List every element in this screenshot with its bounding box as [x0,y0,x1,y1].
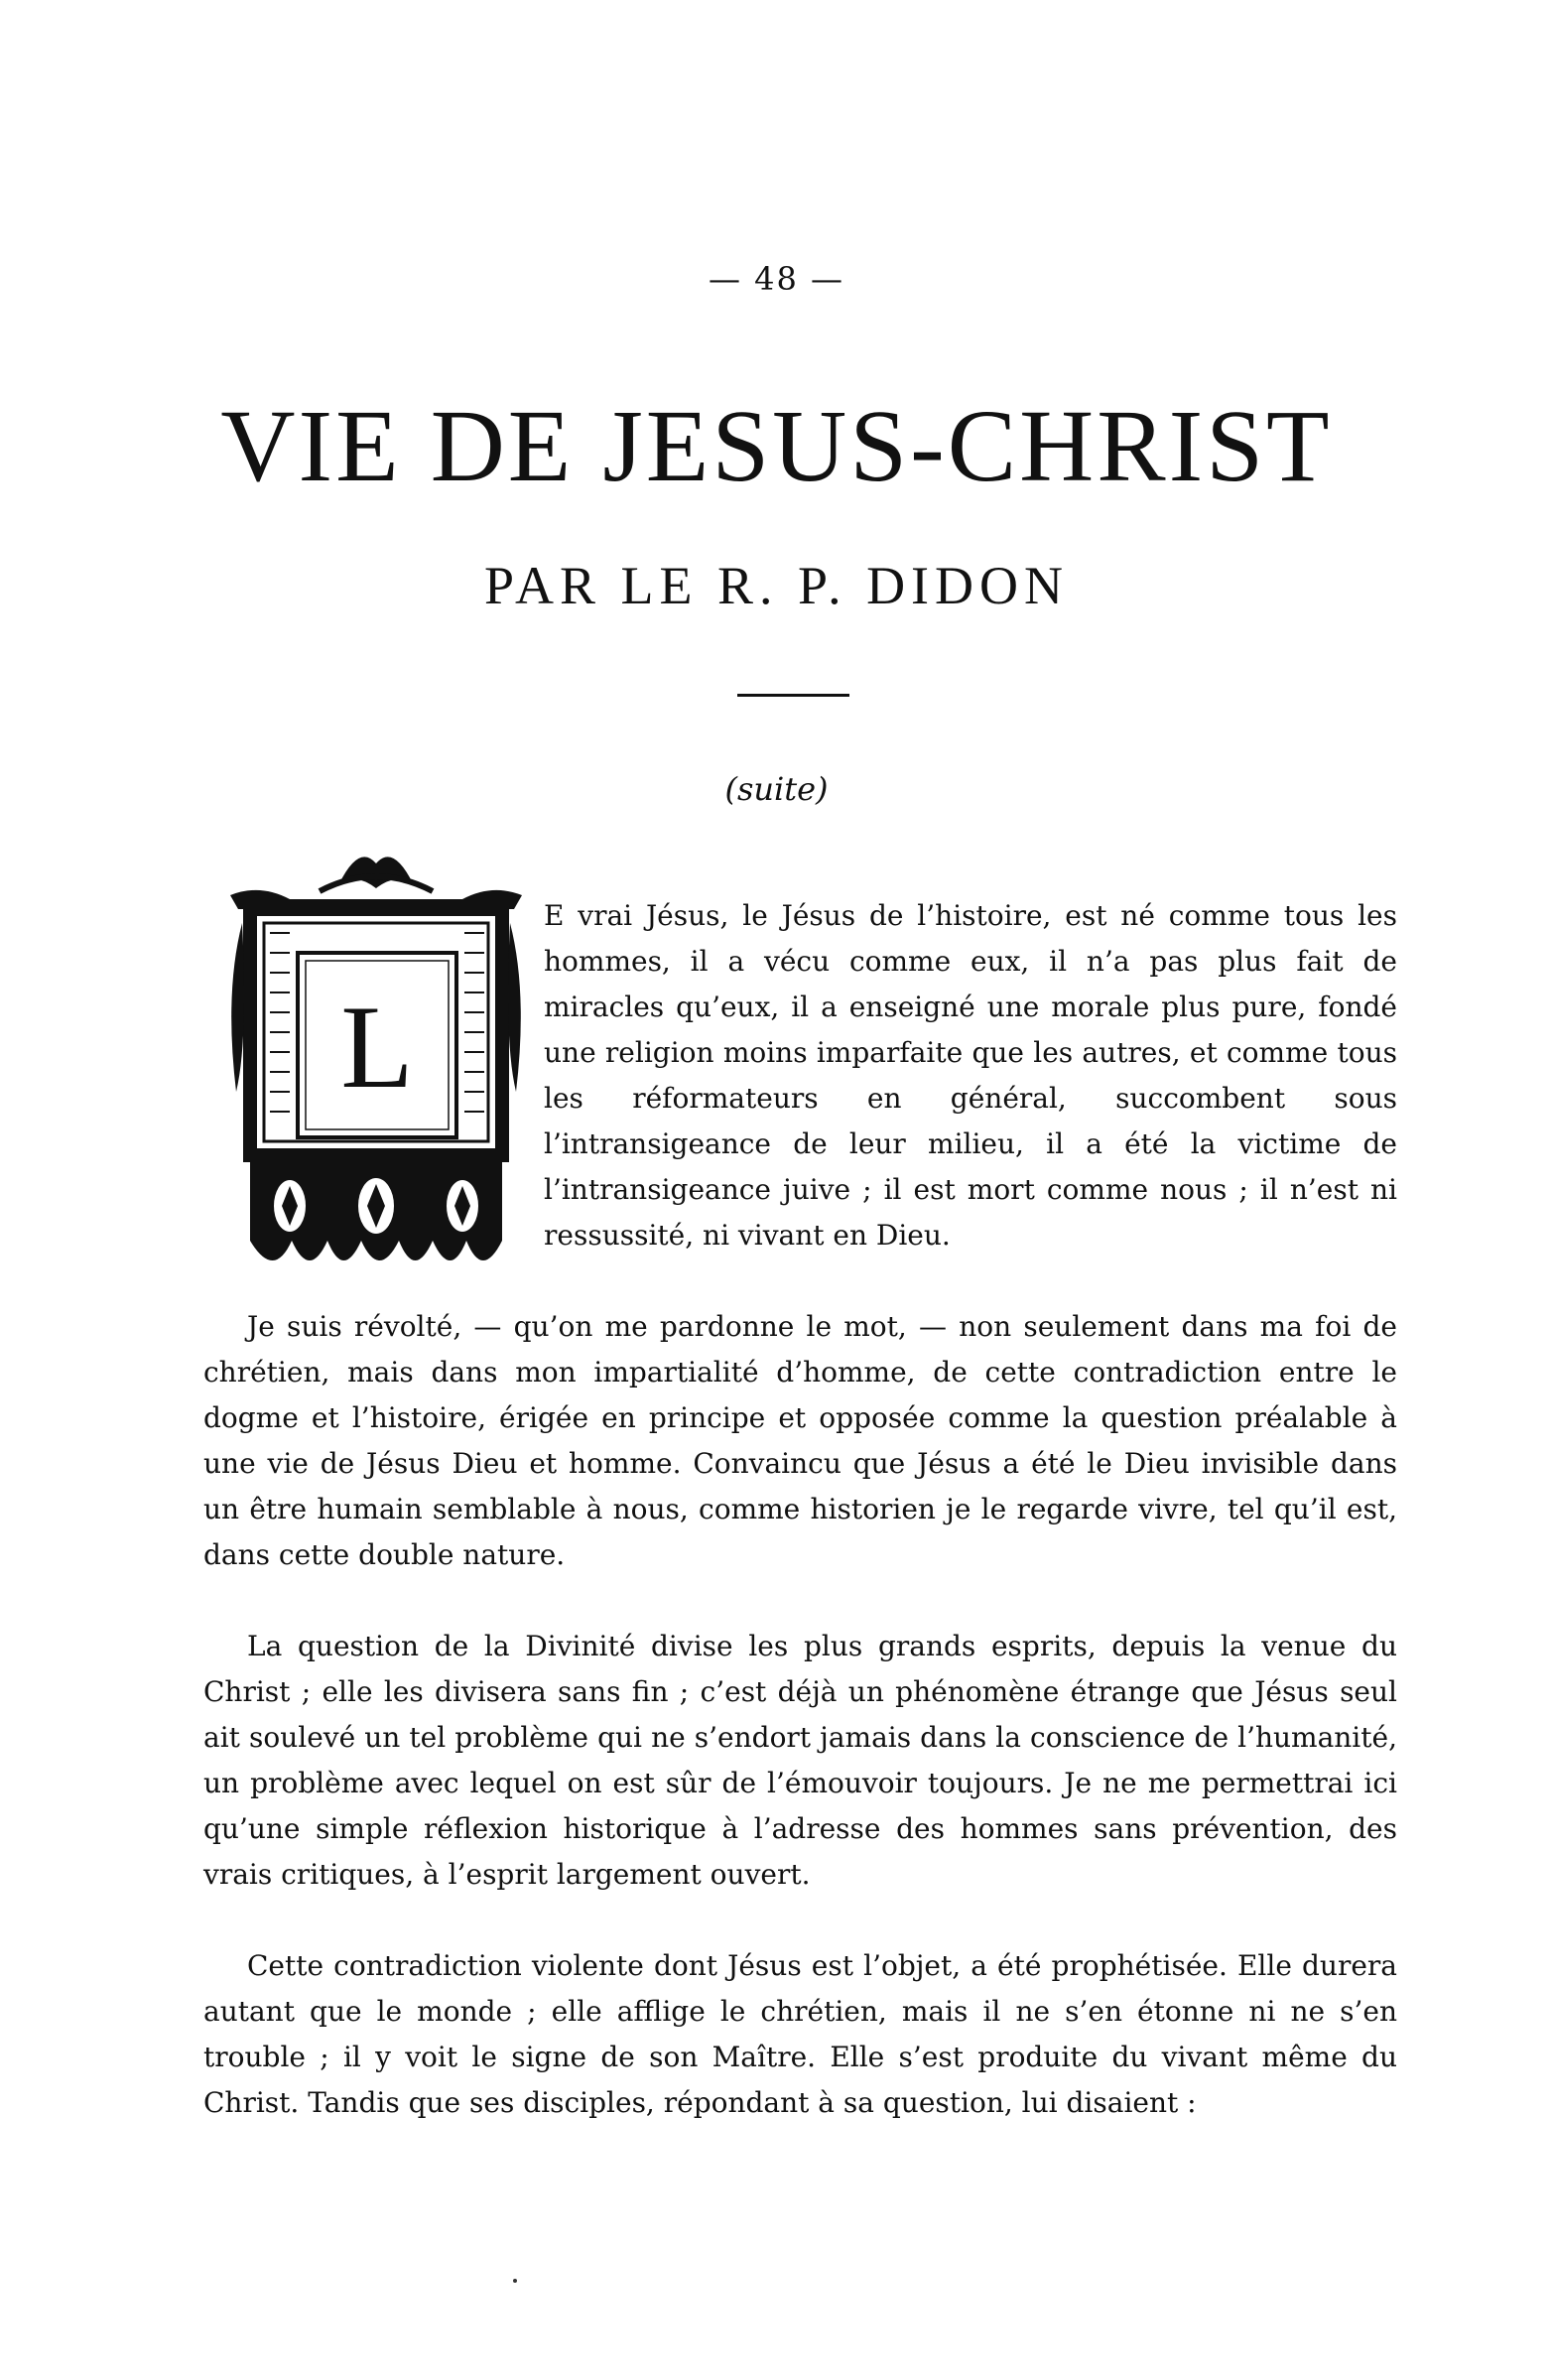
opening-paragraph: E vrai Jésus, le Jésus de l’histoire, est né comme tous les hommes, il a vécu comme eux, il n’a pas plus fait de miracles qu’eux, il a enseigné une morale plus pure, fondé une religion moins imparfaite que les autres, et comme tous les réformateurs en général, succombent sous l’intransigeance de leur milieu, il a été la victime de l’intransigeance juive ; il est mort comme nous ; il n’est ni ressussité, ni vivant en Dieu. [544,899,1397,1252]
body-paragraph-3: Cette contradiction violente dont Jésus est l’objet, a été prophétisée. Elle durera autant que le monde ; elle afflige le chrétien, mais il ne s’en étonne ni ne s’en trouble ; il y voit le signe de son Maître. Elle s’est produite du vivant même du Christ. Tandis que ses disciples, répondant à sa question, lui disaient : [203,1949,1397,2119]
body-paragraph-2: La question de la Divinité divise les plus grands esprits, depuis la venue du Christ ; elle les divisera sans fin ; c’est déjà un phénomène étrange que Jésus seul ait soulevé un tel problème qui ne s’endort jamais dans la conscience de l’humanité, un problème avec lequel on est sûr de l’émouvoir toujours. Je ne me permettrai ici qu’une simple réflexion historique à l’adresse des hommes sans prévention, des vrais critiques, à l’esprit largement ouvert. [203,1630,1397,1891]
print-speck [513,2279,517,2283]
continuation-note: (suite) [724,770,829,808]
article-byline: PAR LE R. P. DIDON [483,556,1070,615]
title-divider [737,694,849,697]
dropcap-letter: L [340,981,414,1113]
article-title: VIE DE JESUS-CHRIST [220,389,1333,503]
page-number: — 48 — [708,260,845,298]
body-paragraph-1: Je suis révolté, — qu’on me pardonne le mot, — non seulement dans ma foi de chrétien, mais dans mon impartialité d’homme, de cette contradiction entre le dogme et l’histoire, érigée en principe et opposée comme la question préalable à une vie de Jésus Dieu et homme. Convaincu que Jésus a été le Dieu invisible dans un être humain semblable à nous, comme historien je le regarde vivre, tel qu’il est, dans cette double nature. [203,1310,1397,1571]
